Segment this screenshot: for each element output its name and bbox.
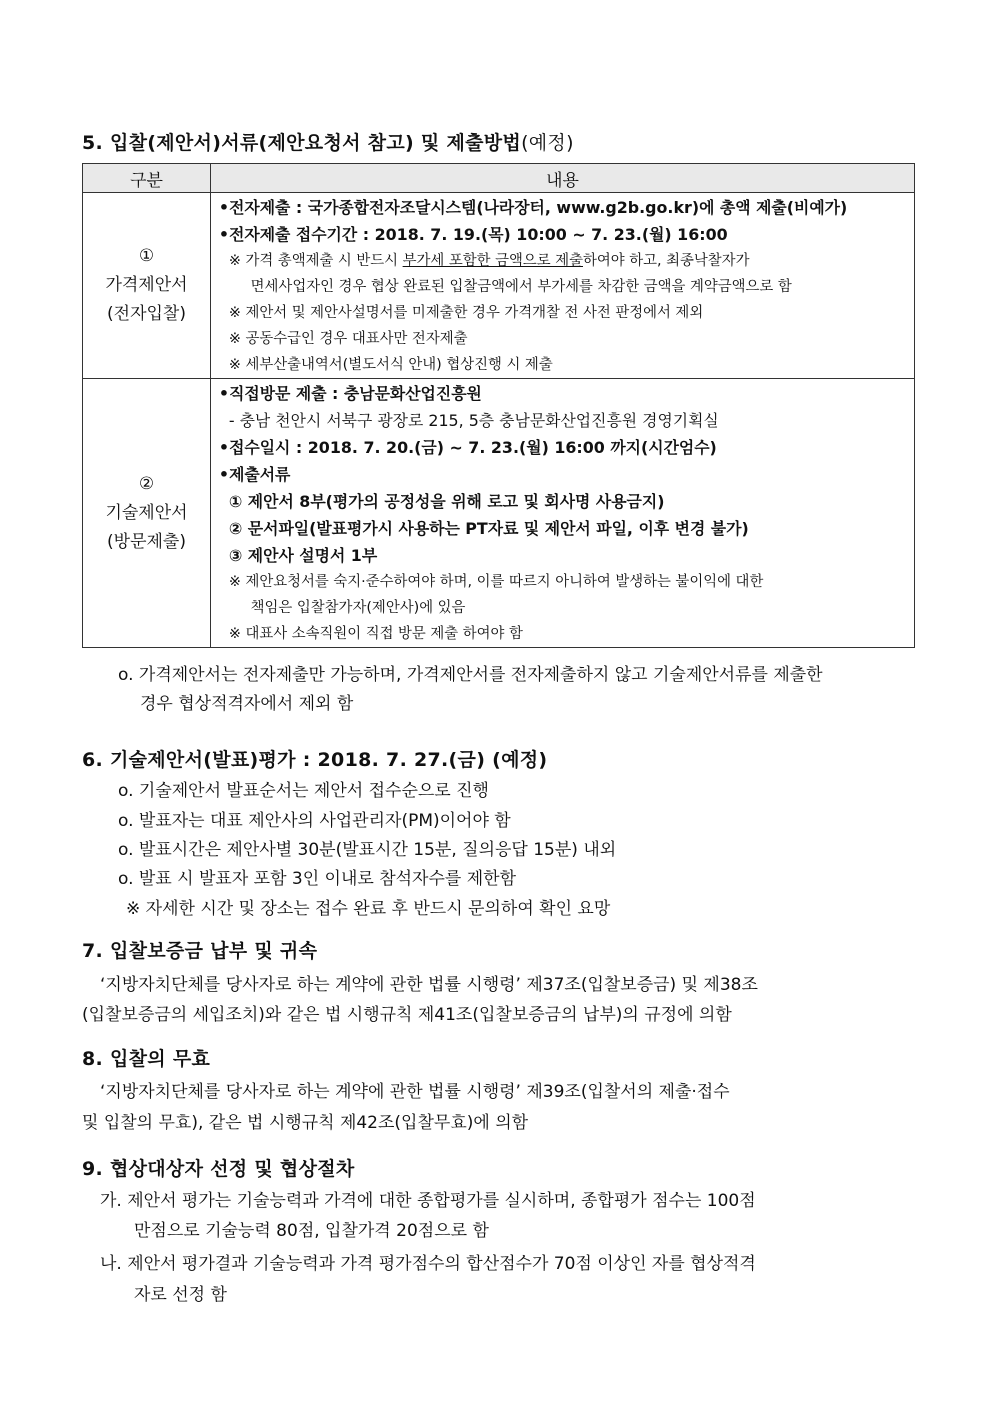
section9-item-b-line1: 나. 제안서 평가결과 기술능력과 가격 평가점수의 합산점수가 70점 이상인 자를 협상적격 xyxy=(100,1254,756,1274)
section7-line2: (입찰보증금의 세입조치)와 같은 법 시행규칙 제41조(입찰보증금의 납부)의 규정에 의함 xyxy=(82,1005,732,1025)
section7-title: 7. 입찰보증금 납부 및 귀속 xyxy=(82,940,318,962)
section8-title: 8. 입찰의 무효 xyxy=(82,1048,211,1070)
section9-item-a-line2: 만점으로 기술능력 80점, 입찰가격 20점으로 함 xyxy=(134,1221,489,1241)
section6-note: ※ 자세한 시간 및 장소는 접수 완료 후 반드시 문의하여 확인 요망 xyxy=(126,899,611,919)
section9-item-a-line1: 가. 제안서 평가는 기술능력과 가격에 대한 종합평가를 실시하며, 종합평가 점수는 100점 xyxy=(100,1191,756,1211)
section6-item: o. 발표자는 대표 제안사의 사업관리자(PM)이어야 함 xyxy=(118,811,511,831)
section8-line1: ‘지방자치단체를 당사자로 하는 계약에 관한 법률 시행령’ 제39조(입찰서의 제출·접수 xyxy=(100,1082,730,1102)
section6-item: o. 발표시간은 제안사별 30분(발표시간 15분, 질의응답 15분) 내외 xyxy=(118,840,617,860)
submission-table xyxy=(82,163,915,648)
row-content: •전자제출 : 국가종합전자조달시스템(나라장터, www.g2b.go.kr)에 총액 제출(비예가) •전자제출 접수기간 : 2018. 7. 19.(목) 10:00 ~ 7. 23.(월) 16:00 ※ 가격 총액제출 시 반드시 부가세 포함한 금액으로 제출하여야 하고, 최종낙찰자가 면세사업자인 경우 협상 완료된 입찰금액에서 부가세를 차감한 금액을 계약금액으로 함 ※ 제안서 및 제안사설명서를 미제출한 경우 가격개찰 전 사전 판정에서 제외 ※ 공동수급인 경우 대표사만 전자제출 ※ 세부산출내역서(별도서식 안내) 협상진행 시 제출 xyxy=(211,193,915,379)
section5-note-line1: o. 가격제안서는 전자제출만 가능하며, 가격제안서를 전자제출하지 않고 기술제안서류를 제출한 xyxy=(118,665,823,685)
table-row xyxy=(83,379,915,648)
section6-item: o. 기술제안서 발표순서는 제안서 접수순으로 진행 xyxy=(118,781,489,801)
table-header-row xyxy=(83,164,915,193)
section9-item-b-line2: 자로 선정 함 xyxy=(134,1285,227,1305)
header-category: 구분 xyxy=(83,164,211,193)
row-content: •직접방문 제출 : 충남문화산업진흥원 - 충남 천안시 서북구 광장로 215, 5층 충남문화산업진흥원 경영기획실 •접수일시 : 2018. 7. 20.(금) ~ 7. 23.(월) 16:00 까지(시간엄수) •제출서류 ① 제안서 8부(평가의 공정성을 위해 로고 및 회사명 사용금지) ② 문서파일(발표평가시 사용하는 PT자료 및 제안서 파일, 이후 변경 불가) ③ 제안사 설명서 1부 ※ 제안요청서를 숙지·준수하여야 하며, 이를 따르지 아니하여 발생하는 불이익에 대한 책임은 입찰참가자(제안사)에 있음 ※ 대표사 소속직원이 직접 방문 제출 하여야 함 xyxy=(211,379,915,648)
row-category: ② 기술제안서 (방문제출) xyxy=(83,379,211,648)
section6-item: o. 발표 시 발표자 포함 3인 이내로 참석자수를 제한함 xyxy=(118,869,516,889)
section5-note-line2: 경우 협상적격자에서 제외 함 xyxy=(140,694,354,714)
section5-title: 5. 입찰(제안서)서류(제안요청서 참고) 및 제출방법(예정) xyxy=(82,132,574,154)
section8-line2: 및 입찰의 무효), 같은 법 시행규칙 제42조(입찰무효)에 의함 xyxy=(82,1113,529,1133)
header-content: 내용 xyxy=(211,164,915,193)
section6-title: 6. 기술제안서(발표)평가 : 2018. 7. 27.(금) (예정) xyxy=(82,749,548,771)
row-category: ① 가격제안서 (전자입찰) xyxy=(83,193,211,379)
section9-title: 9. 협상대상자 선정 및 협상절차 xyxy=(82,1158,355,1180)
section7-line1: ‘지방자치단체를 당사자로 하는 계약에 관한 법률 시행령’ 제37조(입찰보증금) 및 제38조 xyxy=(100,975,758,995)
table-row xyxy=(83,193,915,379)
